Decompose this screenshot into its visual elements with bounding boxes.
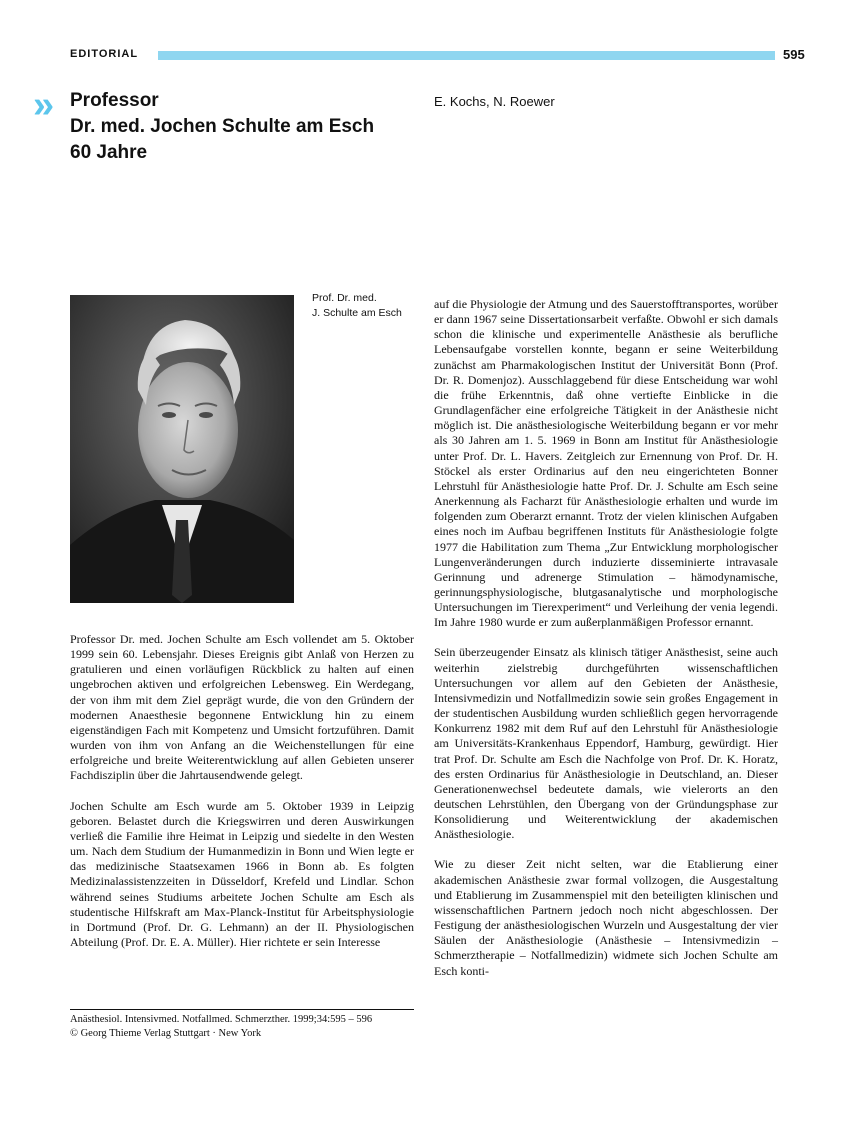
title-line-1: Professor (70, 90, 159, 111)
authors: E. Kochs, N. Roewer (434, 94, 555, 109)
right-column (434, 297, 778, 979)
section-label: EDITORIAL (70, 48, 139, 60)
title-line-3: 60 Jahre (70, 142, 148, 163)
copyright-line: © Georg Thieme Verlag Stuttgart · New York (70, 1028, 262, 1039)
article-title (70, 88, 374, 166)
title-line-2: Dr. med. Jochen Schulte am Esch (70, 116, 375, 137)
caption-line-1: Prof. Dr. med. (312, 292, 377, 304)
caption-line-2: J. Schulte am Esch (312, 307, 402, 319)
left-column (70, 632, 414, 950)
citation-line: Anästhesiol. Intensivmed. Notfallmed. Schmerzther. 1999;34:595 – 596 (70, 1014, 373, 1025)
quote-mark-icon: » (33, 84, 49, 126)
paragraph: Sein überzeugender Einsatz als klinisch tätiger Anästhesist, seine auch weiterhin zielstrebig durchgeführten wissenschaftlichen Untersuchungen vor allem auf den Gebieten der Anästhesie, Intensivmedizin und Notfallmedizin sowie sein großes Engagement in der studentischen Ausbildung wurden schließlich gegen hervorragende Konkurrenz 1982 mit dem Ruf auf den Lehrstuhl für Anästhesiologie am Universitäts-Krankenhaus Eppendorf, Hamburg, gewürdigt. Hier trat Prof. Dr. Schulte am Esch die Nachfolge von Prof. Dr. K. Horatz, des ersten Ordinarius für Anästhesiologie in Deutschland, an. Dieser Generationenwechsel bedeutete damals, wie vielerorts an den deutschen Lehrstühlen, den Übergang von der Gründungsphase zur Konsolidierung und Weiterentwicklung der akademischen Anästhesiologie. (434, 645, 778, 842)
footer-rule (70, 1009, 414, 1010)
paragraph: auf die Physiologie der Atmung und des Sauerstofftransportes, worüber er dann 1967 seine Dissertationsarbeit verfaßte. Obwohl er sich damals schon die klinische und experimentelle Anästhesie als berufliche Lebensaufgabe vorstellen konnte, begann er seine Weiterbildung zunächst am Pharmakologischen Institut der Universität Bonn (Prof. Dr. R. Domenjoz). Ausschlaggebend für diese Entscheidung war wohl die frühe Erkenntnis, daß ohne vertiefte Einblicke in die Grundlagenfächer eine erfolgreiche Tätigkeit in der Anästhesie nicht möglich ist. Die anästhesiologische Weiterbildung begann er vor mehr als 30 Jahren am 1. 5. 1969 in Bonn am Institut für Anästhesiologie unter Prof. Dr. L. Havers. Zeitgleich zur Ernennung von Prof. Dr. H. Stöckel als erster Ordinarius auf den neu eingerichteten Bonner Lehrstuhl für Anästhesiologie hatte Prof. Dr. J. Schulte am Esch seine Anerkennung als Facharzt für Anästhesiologie erhalten und wurde im folgenden zum Oberarzt ernannt. Trotz der vielen klinischen Aufgaben eines noch im Aufbau begriffenen Instituts für Anästhesiologie folgte 1977 die Habilitation zum Thema „Zur Entwicklung morphologischer Lungenveränderungen durch induzierte disseminierte intravasale Gerinnung und adrenerge Stimulation – hämodynamische, gerinnungsphysiologische, blutgasanalytische und morphologische Untersuchungen im Tierexperiment“ und Verleihung der venia legendi. Im Jahre 1980 wurde er zum außerplanmäßigen Professor ernannt. (434, 297, 778, 630)
paragraph: Jochen Schulte am Esch wurde am 5. Oktober 1939 in Leipzig geboren. Belastet durch die Kriegswirren und deren Auswirkungen verließ die Familie ihre Heimat in Leipzig und siedelte in den Westen um. Nach dem Studium der Humanmedizin in Bonn und Wien legte er das medizinische Staatsexamen 1966 in Bonn ab. Es folgten Medizinalassistenzzeiten in Düsseldorf, Krefeld und Lindlar. Schon während seines Studiums arbeitete Jochen Schulte am Esch als studentische Hilfskraft am Max-Planck-Institut für Arbeitsphysiologie in Dortmund (Prof. Dr. G. Lehmann) an der II. Physiologischen Abteilung (Prof. Dr. E. A. Müller). Hier richtete er sein Interesse (70, 798, 414, 949)
paragraph: Professor Dr. med. Jochen Schulte am Esch vollendet am 5. Oktober 1999 sein 60. Lebensjahr. Dieses Ereignis gibt Anlaß von Herzen zu gratulieren und einen vorläufigen Rückblick zu halten auf einen ungebrochen aktiven und erfolgreichen Lebensweg. Ein Werdegang, der von ihm mit dem Ziel geprägt wurde, die von den Gründern der modernen Anaesthesie begonnene Entwicklung hin zu einem eigenständigen Fach mit Kompetenz und Umsicht fortzuführen. Damit wurden von ihm von Anfang an die Weichenstellungen für eine erfolgreiche und breite Weiterentwicklung auf allen Gebieten unserer Fachdisziplin über die Jahrtausendwende gelegt. (70, 632, 414, 783)
page-number: 595 (783, 47, 805, 62)
portrait-photo (70, 295, 294, 603)
header-bar (158, 51, 775, 60)
photo-caption (312, 291, 402, 321)
paragraph: Wie zu dieser Zeit nicht selten, war die Etablierung einer akademischen Anästhesie zwar formal vollzogen, die Ausgestaltung und Etablierung im Zusammenspiel mit den beteiligten klinischen und wissenschaftlichen Partnern jedoch noch nicht abgeschlossen. Der Festigung der anästhesiologischen Wurzeln und Ausgestaltung der vier Säulen der Anästhesiologie (Anästhesie – Intensivmedizin – Schmerztherapie – Notfallmedizin) widmete sich Jochen Schulte am Esch konti- (434, 857, 778, 978)
citation-footer (70, 1013, 372, 1041)
